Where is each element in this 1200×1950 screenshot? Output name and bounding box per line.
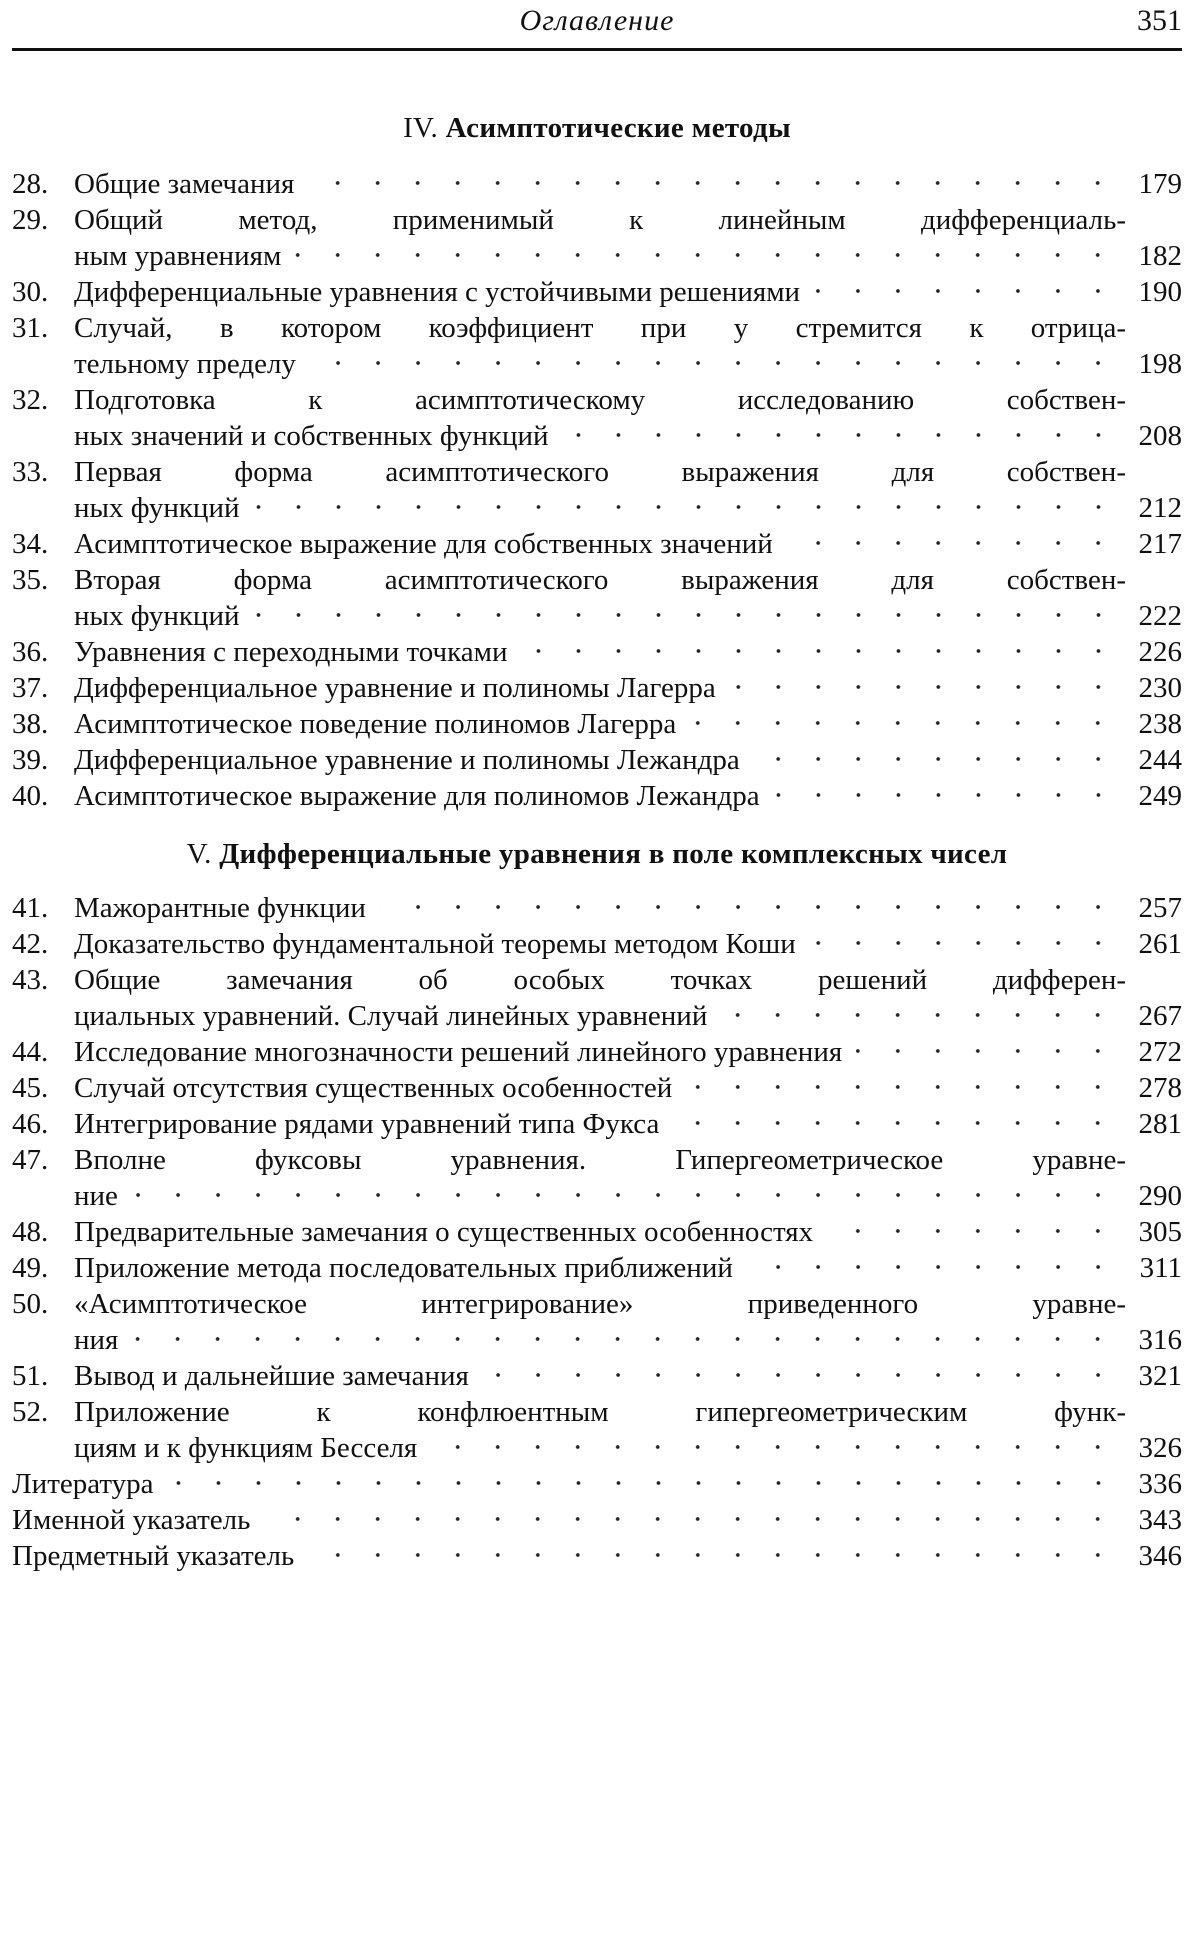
entry-text-line-last [74,742,1126,778]
toc-list-section-v [12,890,1182,1574]
toc-entry [12,1070,1182,1106]
entry-text-line-last [12,1466,1126,1502]
entry-title: ным уравнениям [74,240,282,272]
entry-title: Литература [12,1468,154,1500]
entry-text-line-last [74,1250,1126,1286]
entry-text [12,1502,1126,1538]
entry-text-line-last [74,998,1126,1034]
entry-text-line-last [74,1322,1126,1358]
entry-text [12,1538,1126,1574]
dot-leader [132,1185,1118,1205]
entry-text [74,1214,1126,1250]
entry-text [74,202,1126,274]
entry-text-line: Первая форма асимптотического выражения для собствен- [74,456,1126,488]
dot-leader [810,933,1118,953]
dot-leader [264,1509,1118,1529]
entry-text-line-last [74,274,1126,310]
toc-entry [12,1502,1182,1538]
dot-leader [754,749,1118,769]
entry-text-line-last [74,526,1126,562]
toc-entry [12,1286,1182,1358]
toc-entry [12,1538,1182,1574]
entry-page-number: 238 [1138,708,1182,740]
running-head-title: Оглавление [519,4,675,37]
entry-title: Исследование многозначности решений линейного уравнения [74,1036,843,1068]
dot-leader [814,281,1118,301]
entry-number: 32. [12,384,49,416]
entry-text-line-last [74,634,1126,670]
entry-text-line-last [74,670,1126,706]
entry-title: ных значений и собственных функций [74,420,549,452]
entry-title: Общие замечания [74,168,295,200]
section-title: Асимптотические методы [445,112,791,144]
section-number: IV. [403,112,439,144]
entry-title: Асимптотическое выражение для полиномов Лежандра [74,780,760,812]
entry-text [74,778,1126,814]
dot-leader [563,425,1118,445]
entry-number: 43. [12,964,49,996]
dot-leader [686,1077,1118,1097]
entry-text-line-last [74,490,1126,526]
entry-number: 37. [12,672,49,704]
section-title: Дифференциальные уравнения в поле комплексных чисел [219,838,1008,870]
toc-entry [12,890,1182,926]
dot-leader [730,677,1118,697]
entry-title: Мажорантные функции [74,892,366,924]
entry-page-number: 311 [1139,1252,1182,1284]
toc-entry [12,382,1182,454]
toc-entry [12,454,1182,526]
entry-text-line: Вторая форма асимптотического выражения для собствен- [74,564,1126,596]
toc-entry [12,1214,1182,1250]
entry-page-number: 217 [1138,528,1182,560]
entry-page-number: 305 [1138,1216,1182,1248]
entry-text [74,382,1126,454]
toc-entry [12,274,1182,310]
dot-leader [787,533,1118,553]
entry-text-line-last [12,1538,1126,1574]
dot-leader [254,497,1119,517]
entry-text [74,1034,1126,1070]
entry-title: ния [74,1324,119,1356]
entry-number: 40. [12,780,49,812]
entry-page-number: 226 [1138,636,1182,668]
entry-page-number: 278 [1138,1072,1182,1104]
entry-text-line-last [74,346,1126,382]
entry-page-number: 222 [1138,600,1182,632]
dot-leader [690,713,1118,733]
entry-title: Дифференциальное уравнение и полиномы Лежандра [74,744,740,776]
entry-page-number: 182 [1138,240,1182,272]
entry-title: Предварительные замечания о существенных особенностях [74,1216,814,1248]
toc-entry [12,1106,1182,1142]
entry-title: Интегрирование рядами уравнений типа Фукса [74,1108,660,1140]
entry-page-number: 290 [1138,1180,1182,1212]
entry-text [12,1466,1126,1502]
dot-leader [431,1437,1118,1457]
toc-list-section-iv [12,166,1182,814]
toc-entry [12,1394,1182,1466]
entry-title: Именной указатель [12,1504,251,1536]
entry-title: Приложение метода последовательных приближений [74,1252,733,1284]
entry-number: 38. [12,708,49,740]
entry-number: 46. [12,1108,49,1140]
entry-number: 41. [12,892,49,924]
entry-text-line-last [12,1502,1126,1538]
entry-text [74,1358,1126,1394]
entry-text-line-last [74,1178,1126,1214]
entry-page-number: 267 [1138,1000,1182,1032]
entry-text-line: Случай, в котором коэффициент при y стремится к отрица- [74,312,1126,344]
entry-page-number: 198 [1138,348,1182,380]
entry-text-line-last [74,598,1126,634]
entry-title: Асимптотическое выражение для собственных значений [74,528,773,560]
entry-number: 45. [12,1072,49,1104]
entry-text-line-last [74,890,1126,926]
entry-text-line: Подготовка к асимптотическому исследованию собствен- [74,384,1126,416]
entry-number: 33. [12,456,49,488]
entry-title: Вывод и дальнейшие замечания [74,1360,469,1392]
entry-title: циям и к функциям Бесселя [74,1432,418,1464]
entry-text-line: Вполне фуксовы уравнения. Гипергеометрическое уравне- [74,1144,1126,1176]
page-number: 351 [1137,4,1182,37]
entry-text-line: Приложение к конфлюентным гипергеометрическим функ- [74,1396,1126,1428]
entry-page-number: 321 [1138,1360,1182,1392]
entry-page-number: 281 [1138,1108,1182,1140]
entry-text [74,670,1126,706]
toc-entry [12,526,1182,562]
entry-page-number: 249 [1138,780,1182,812]
entry-number: 36. [12,636,49,668]
entry-text-line: Общие замечания об особых точках решений дифферен- [74,964,1126,996]
entry-text-line-last [74,166,1126,202]
entry-text [74,562,1126,634]
entry-text [74,890,1126,926]
entry-text [74,1142,1126,1214]
dot-leader [673,1113,1118,1133]
entry-page-number: 257 [1138,892,1182,924]
entry-page-number: 316 [1138,1324,1182,1356]
entry-number: 49. [12,1252,49,1284]
entry-title: Асимптотическое поведение полиномов Лагерра [74,708,677,740]
entry-number: 29. [12,204,49,236]
entry-title: Уравнения с переходными точками [74,636,508,668]
entry-text [74,166,1126,202]
entry-page-number: 346 [1138,1540,1182,1572]
entry-text-line-last [74,238,1126,274]
dot-leader [310,353,1118,373]
entry-text [74,454,1126,526]
entry-title: Дифференциальные уравнения с устойчивыми решениями [74,276,801,308]
entry-text [74,1286,1126,1358]
entry-page-number: 230 [1138,672,1182,704]
entry-text [74,1106,1126,1142]
toc-entry [12,926,1182,962]
dot-leader [522,641,1118,661]
dot-leader [308,1545,1118,1565]
entry-text [74,742,1126,778]
entry-text-line-last [74,1430,1126,1466]
section-heading-iv [12,112,1182,145]
entry-title: тельному пределу [74,348,296,380]
toc-entry [12,1034,1182,1070]
entry-page-number: 212 [1138,492,1182,524]
dot-leader [295,245,1118,265]
dot-leader [132,1329,1118,1349]
entry-number: 44. [12,1036,49,1068]
entry-title: ние [74,1180,118,1212]
entry-page-number: 261 [1138,928,1182,960]
entry-number: 42. [12,928,49,960]
dot-leader [774,785,1118,805]
entry-number: 39. [12,744,49,776]
entry-text [74,274,1126,310]
entry-text [74,1070,1126,1106]
entry-text-line: Общий метод, применимый к линейным дифференциаль- [74,204,1126,236]
toc-entry [12,1142,1182,1214]
entry-text-line: «Асимптотическое интегрирование» приведенного уравне- [74,1288,1126,1320]
toc-entry [12,742,1182,778]
entry-number: 50. [12,1288,49,1320]
entry-number: 35. [12,564,49,596]
toc-entry [12,670,1182,706]
entry-page-number: 326 [1138,1432,1182,1464]
entry-text [74,310,1126,382]
dot-leader [747,1257,1118,1277]
dot-leader [721,1005,1118,1025]
entry-number: 34. [12,528,49,560]
dot-leader [308,173,1118,193]
entry-text-line-last [74,1070,1126,1106]
toc-entry [12,1250,1182,1286]
toc-entry [12,166,1182,202]
entry-title: Доказательство фундаментальной теоремы методом Коши [74,928,796,960]
dot-leader [254,605,1119,625]
running-head [12,0,1182,51]
entry-text [74,634,1126,670]
entry-text [74,526,1126,562]
entry-title: ных функций [74,600,240,632]
toc-entry [12,706,1182,742]
toc-entry [12,634,1182,670]
entry-number: 31. [12,312,49,344]
toc-entry [12,562,1182,634]
entry-title: Дифференциальное уравнение и полиномы Лагерра [74,672,716,704]
entry-text-line-last [74,1106,1126,1142]
entry-text-line-last [74,1358,1126,1394]
entry-number: 52. [12,1396,49,1428]
toc-entry [12,202,1182,274]
entry-text [74,706,1126,742]
dot-leader [856,1041,1118,1061]
entry-page-number: 272 [1138,1036,1182,1068]
entry-page-number: 244 [1138,744,1182,776]
toc-entry [12,778,1182,814]
entry-text-line-last [74,1034,1126,1070]
entry-text [74,1394,1126,1466]
entry-title: Предметный указатель [12,1540,295,1572]
toc-entry [12,1358,1182,1394]
toc-entry [12,310,1182,382]
section-heading-v [12,838,1182,871]
entry-text [74,926,1126,962]
dot-leader [483,1365,1118,1385]
toc-entry [12,1466,1182,1502]
entry-page-number: 343 [1138,1504,1182,1536]
entry-page-number: 208 [1138,420,1182,452]
toc-entry [12,962,1182,1034]
dot-leader [380,897,1118,917]
section-number: V. [186,838,212,870]
entry-number: 51. [12,1360,49,1392]
entry-title: циальных уравнений. Случай линейных уравнений [74,1000,708,1032]
entry-text [74,962,1126,1034]
entry-text-line-last [74,706,1126,742]
entry-number: 30. [12,276,49,308]
entry-text-line-last [74,1214,1126,1250]
dot-leader [827,1221,1118,1241]
entry-title: Случай отсутствия существенных особенностей [74,1072,673,1104]
entry-text-line-last [74,418,1126,454]
entry-title: ных функций [74,492,240,524]
entry-number: 47. [12,1144,49,1176]
entry-number: 48. [12,1216,49,1248]
entry-number: 28. [12,168,49,200]
entry-page-number: 179 [1138,168,1182,200]
entry-text-line-last [74,778,1126,814]
entry-page-number: 190 [1138,276,1182,308]
entry-page-number: 336 [1138,1468,1182,1500]
entry-text-line-last [74,926,1126,962]
dot-leader [168,1473,1118,1493]
entry-text [74,1250,1126,1286]
